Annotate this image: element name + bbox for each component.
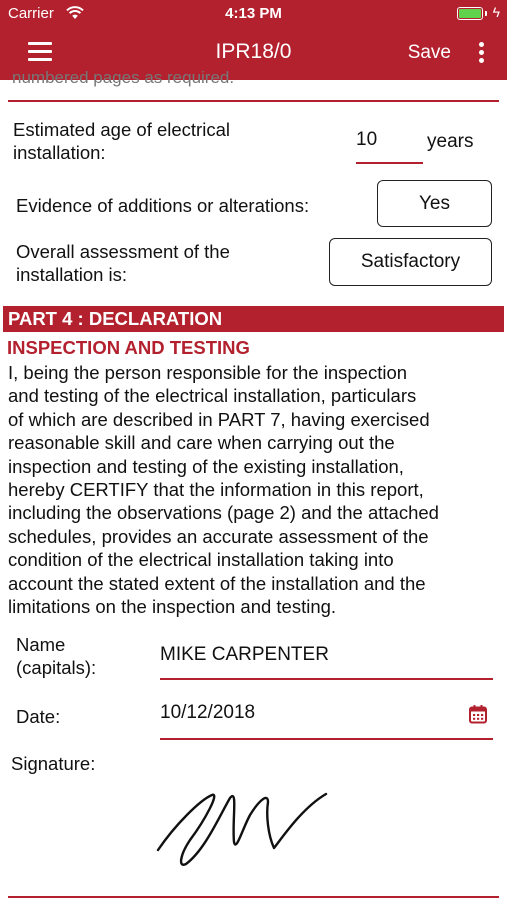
paragraph-line: schedules, provides an accurate assessment of the <box>8 525 429 547</box>
section-divider <box>8 100 499 102</box>
declaration-paragraph <box>8 361 504 618</box>
bottom-divider <box>8 896 499 898</box>
assessment-select-button[interactable]: Satisfactory <box>329 238 492 286</box>
paragraph-line: inspection and testing of the existing installation, <box>8 455 404 477</box>
calendar-icon[interactable] <box>468 704 488 724</box>
battery-tip <box>485 11 487 16</box>
age-input[interactable]: 10 <box>356 129 378 150</box>
carrier-label: Carrier <box>8 5 54 22</box>
status-bar <box>0 0 507 28</box>
charging-bolt-icon: ϟ <box>492 4 500 20</box>
date-input[interactable]: 10/12/2018 <box>160 702 256 723</box>
battery-icon <box>457 7 483 20</box>
age-label: Estimated age of electrical installation: <box>13 119 230 163</box>
date-label: Date: <box>16 706 61 727</box>
page-title: IPR18/0 <box>215 40 292 63</box>
age-unit: years <box>427 131 474 152</box>
part-4-header: PART 4 : DECLARATION <box>3 306 504 332</box>
alterations-select-button[interactable]: Yes <box>377 180 492 227</box>
paragraph-line: of which are described in PART 7, having exercised <box>8 408 430 430</box>
name-label-line: (capitals): <box>16 657 97 678</box>
vertical-ellipsis-icon[interactable] <box>479 42 485 64</box>
paragraph-line: reasonable skill and care when carrying out the <box>8 432 395 454</box>
signature-label: Signature: <box>11 753 96 774</box>
paragraph-line: condition of the electrical installation taking into <box>8 549 394 571</box>
paragraph-line: limitations on the inspection and testing. <box>8 596 337 618</box>
status-time: 4:13 PM <box>225 5 282 22</box>
name-input-underline <box>160 678 493 680</box>
paragraph-line: including the observations (page 2) and the attached <box>8 502 439 524</box>
paragraph-line: I, being the person responsible for the inspection <box>8 362 408 383</box>
date-input-underline <box>160 738 493 740</box>
paragraph-line: and testing of the electrical installation, particulars <box>8 385 417 407</box>
signature-drawing[interactable] <box>150 780 335 875</box>
paragraph-line: hereby CERTIFY that the information in this report, <box>8 479 424 501</box>
name-label <box>16 633 96 679</box>
assessment-label: Overall assessment of the installation is: <box>16 241 230 285</box>
scrolled-text-fragment: numbered pages as required. <box>12 68 235 87</box>
paragraph-line: account the stated extent of the installation and the <box>8 572 426 594</box>
alterations-label: Evidence of additions or alterations: <box>16 195 310 216</box>
name-label-line: Name <box>16 634 66 655</box>
inspection-testing-heading: INSPECTION AND TESTING <box>7 337 250 358</box>
name-input[interactable]: MIKE CARPENTER <box>160 644 329 665</box>
battery-level <box>459 9 481 18</box>
save-button[interactable]: Save <box>407 42 451 63</box>
age-input-underline <box>356 162 423 164</box>
